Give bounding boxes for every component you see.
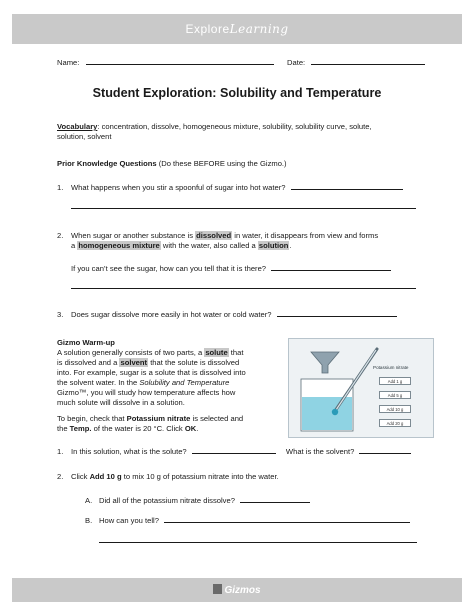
gizmo-illustration <box>289 339 435 439</box>
warmup-question-2: 2. Click Add 10 g to mix 10 g of potassium nitrate into the water. <box>57 472 279 481</box>
gizmos-logo: Gizmos <box>12 584 462 596</box>
thermometer-bulb <box>332 409 338 415</box>
date-field[interactable] <box>311 57 425 65</box>
warmup-question-2b: B. How can you tell? <box>85 515 410 526</box>
answer-field[interactable] <box>240 495 310 503</box>
warmup-paragraph-line: into. For example, sugar is a solute that is dissolved into <box>57 368 246 377</box>
gizmos-logo-icon <box>213 584 222 594</box>
answer-line[interactable] <box>71 208 416 209</box>
name-field[interactable] <box>86 57 274 65</box>
vocabulary-line-1: Vocabulary: concentration, dissolve, homogeneous mixture, solubility, solubility curve, solute, <box>57 122 372 131</box>
gizmo-panel-title: Potassium nitrate <box>373 365 409 370</box>
gizmo-screenshot <box>288 338 434 438</box>
add-20g-button[interactable]: Add 20 g <box>379 419 411 427</box>
page-title: Student Exploration: Solubility and Temperature <box>92 86 382 100</box>
add-10g-button[interactable]: Add 10 g <box>379 405 411 413</box>
date-label: Date: <box>287 58 306 67</box>
term-homogeneous-mixture: homogeneous mixture <box>78 241 160 250</box>
warmup-paragraph-line: Gizmo™, you will study how temperature affects how <box>57 388 236 397</box>
prior-question-3: 3. Does sugar dissolve more easily in hot water or cold water? <box>57 309 397 320</box>
warmup-paragraph-line: A solution generally consists of two parts, a solute that <box>57 348 244 357</box>
vocabulary-line-2: solution, solvent <box>57 132 112 141</box>
name-line <box>57 57 274 68</box>
add-1g-button[interactable]: Add 1 g <box>379 377 411 385</box>
warmup-question-2a: A. Did all of the potassium nitrate dissolve? <box>85 495 310 506</box>
warmup-paragraph-line: much solute will dissolve in a solution. <box>57 398 185 407</box>
date-line <box>287 57 425 68</box>
answer-field[interactable] <box>277 309 397 317</box>
answer-field[interactable] <box>291 182 403 190</box>
warmup-question-1: 1. In this solution, what is the solute? What is the solvent? <box>57 446 411 457</box>
answer-line[interactable] <box>71 288 416 289</box>
header-bar <box>12 14 462 44</box>
warmup-instruction-line: To begin, check that Potassium nitrate is selected and <box>57 414 244 423</box>
term-dissolved: dissolved <box>196 231 232 240</box>
answer-field[interactable] <box>164 515 410 523</box>
footer-bar <box>12 578 462 602</box>
term-solvent: solvent <box>120 358 148 367</box>
explorelearning-logo: ExploreLearning <box>185 22 289 36</box>
warmup-paragraph-line: is dissolved and a solvent that the solute is dissolved <box>57 358 240 367</box>
warmup-instruction-line: the Temp. of the water is 20 °C. Click OK. <box>57 424 199 433</box>
term-solute: solute <box>205 348 228 357</box>
funnel-icon <box>311 352 339 373</box>
vocabulary-label: Vocabulary <box>57 122 98 131</box>
term-solution: solution <box>258 241 289 250</box>
name-label: Name: <box>57 58 80 67</box>
prior-question-1: 1. What happens when you stir a spoonful of sugar into hot water? <box>57 182 403 193</box>
prior-question-2: 2. When sugar or another substance is dissolved in water, it disappears from view and forms <box>57 231 379 240</box>
prior-question-2-followup: If you can’t see the sugar, how can you tell that it is there? <box>71 263 391 274</box>
gizmo-warmup-heading: Gizmo Warm-up <box>57 338 115 347</box>
add-5g-button[interactable]: Add 5 g <box>379 391 411 399</box>
water-fill <box>302 397 352 430</box>
prior-knowledge-heading: Prior Knowledge Questions (Do these BEFORE using the Gizmo.) <box>57 159 287 168</box>
answer-field[interactable] <box>271 263 391 271</box>
answer-line[interactable] <box>99 542 417 543</box>
solvent-answer-field[interactable] <box>359 446 411 454</box>
solute-answer-field[interactable] <box>192 446 276 454</box>
warmup-paragraph-line: the solvent water. In the Solubility and Temperature <box>57 378 230 387</box>
prior-question-2-cont: a homogeneous mixture with the water, also called a solution. <box>71 241 292 250</box>
